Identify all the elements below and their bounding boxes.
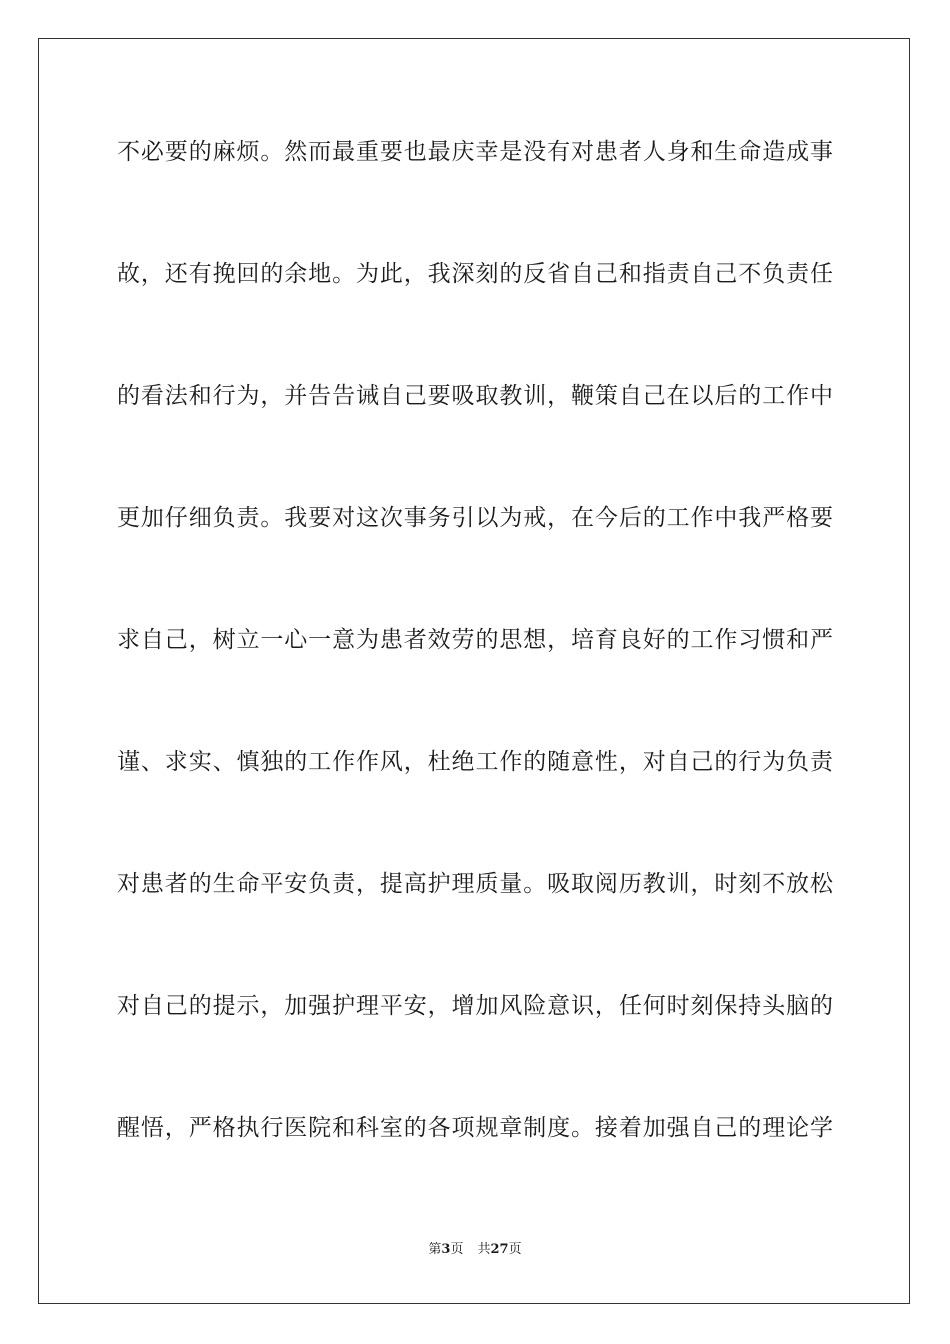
- text-line: 的看法和行为，并告告诫自己要吸取教训，鞭策自己在以后的工作中: [117, 383, 833, 409]
- text-line: 求自己，树立一心一意为患者效劳的思想，培育良好的工作习惯和严: [117, 627, 833, 653]
- page-label-suffix: 页: [450, 1242, 464, 1257]
- page-label-prefix: 第: [428, 1242, 442, 1257]
- text-line: 谨、求实、慎独的工作作风，杜绝工作的随意性，对自己的行为负责: [117, 749, 833, 775]
- total-pages: 27: [490, 1242, 509, 1257]
- total-label-suffix: 页: [508, 1242, 522, 1257]
- text-line: 醒悟，严格执行医院和科室的各项规章制度。接着加强自己的理论学: [117, 1115, 833, 1141]
- text-line: 对患者的生命平安负责，提高护理质量。吸取阅历教训，时刻不放松: [117, 871, 833, 897]
- text-line: 不必要的麻烦。然而最重要也最庆幸是没有对患者人身和生命造成事: [117, 139, 833, 165]
- text-line: 更加仔细负责。我要对这次事务引以为戒，在今后的工作中我严格要: [117, 505, 833, 531]
- page-number: 3: [441, 1242, 451, 1257]
- page-footer: [0, 1241, 950, 1259]
- total-label-prefix: 共: [477, 1242, 491, 1257]
- text-line: 对自己的提示，加强护理平安，增加风险意识，任何时刻保持头脑的: [117, 993, 833, 1019]
- text-line: 故，还有挽回的余地。为此，我深刻的反省自己和指责自己不负责任: [117, 261, 833, 287]
